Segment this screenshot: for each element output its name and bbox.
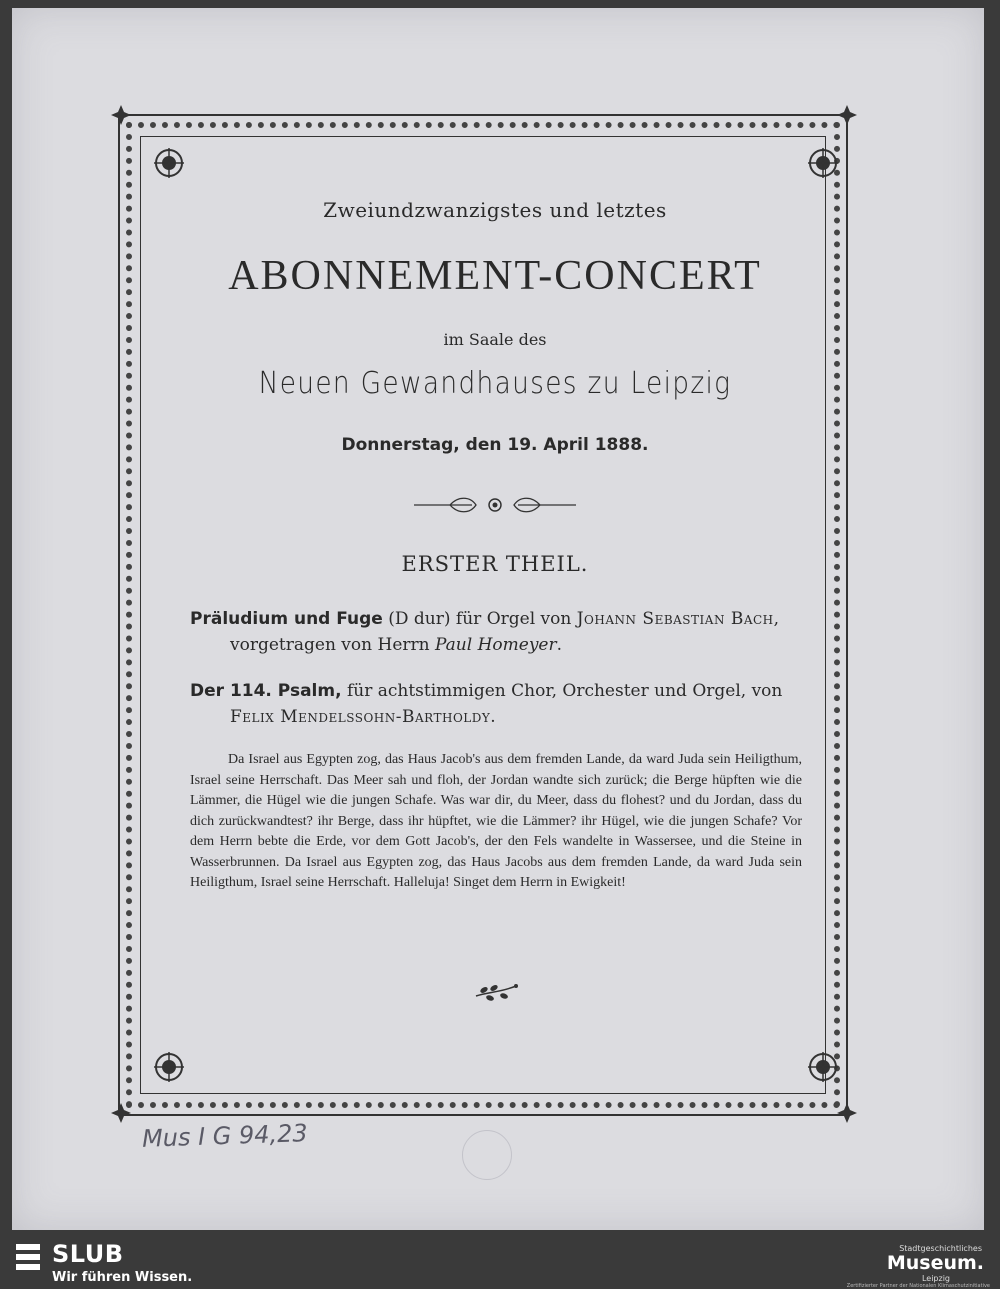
library-name: SLUB — [52, 1240, 124, 1268]
corner-fleur-icon — [836, 1102, 858, 1124]
venue-prefix: im Saale des — [443, 330, 547, 349]
venue-name: Neuen Gewandhauses zu Leipzig — [258, 366, 732, 401]
corner-rosette-icon — [806, 1050, 840, 1084]
program-item-2 — [190, 678, 810, 730]
divider-ornament-icon — [410, 492, 580, 518]
work-title: Der 114. Psalm, — [190, 681, 342, 701]
concert-date: Donnerstag, den 19. April 1888. — [341, 435, 649, 455]
psalm-text: Da Israel aus Egypten zog, das Haus Jacob's aus dem fremden Lande, da ward Juda sein Heiligthum, Israel seine Herrschaft. Das Meer sah und floh, der Jordan wandte sich zurück; die Berge hüpften wie die Lämmer, die Hügel wie die jungen Schafe. Was war dir, du Meer, dass du flohest? und du Jordan, dass du dich zurückwandtest? ihr Berge, dass ihr hüpftet, wie die Lämmer? ihr Hügel, wie die jungen Schafe? Vor dem Herrn bebte die Erde, vor dem Gott Jacob's, der den Fels wandelte in Wassersee, und die Steine in Wasserbrunnen. Da Israel aus Egypten zog, das Haus Jacobs aus dem fremden Lande, da ward Juda sein Heiligthum, Israel seine Herrschaft. Halleluja! Singet dem Herrn in Ewigkeit! — [190, 752, 802, 890]
corner-rosette-icon — [152, 1050, 186, 1084]
sprig-ornament-icon — [470, 980, 522, 1002]
corner-fleur-icon — [110, 1102, 132, 1124]
museum-city: Leipzig — [921, 1274, 950, 1283]
performer-prefix: vorgetragen von Herrn — [230, 635, 430, 655]
performer-line — [190, 632, 810, 658]
work-title: Präludium und Fuge — [190, 609, 383, 629]
library-tagline: Wir führen Wissen. — [52, 1270, 193, 1285]
concert-title: ABONNEMENT-CONCERT — [228, 253, 762, 299]
faint-library-stamp — [462, 1130, 512, 1180]
museum-name: Museum. — [886, 1252, 984, 1274]
corner-fleur-icon — [110, 104, 132, 126]
composer-name: Johann Sebastian Bach, — [576, 609, 780, 629]
concert-subtitle: Zweiundzwanzigstes und letztes — [323, 198, 667, 222]
program-item-1 — [190, 606, 810, 658]
work-key: (D dur) — [388, 609, 451, 629]
work-description: für achtstimmigen Chor, Orchester und Orgel, von — [346, 681, 783, 701]
performer-name: Paul Homeyer — [434, 635, 557, 655]
museum-partner-note: Zertifizierter Partner der Nationalen Klimaschutzinitiative — [846, 1283, 990, 1289]
handwritten-shelfmark: Mus I G 94,23 — [141, 1119, 309, 1153]
composer-name: Felix Mendelssohn-Bartholdy. — [230, 707, 497, 727]
performer-suffix: . — [556, 635, 563, 655]
section-heading: ERSTER THEIL. — [401, 552, 589, 576]
slub-logo-icon — [14, 1242, 42, 1276]
corner-fleur-icon — [836, 104, 858, 126]
corner-rosette-icon — [152, 146, 186, 180]
corner-rosette-icon — [806, 146, 840, 180]
work-description: für Orgel von — [455, 609, 572, 629]
viewer-footer — [0, 1238, 1000, 1289]
museum-prefix: Stadtgeschichtliches — [899, 1244, 982, 1253]
